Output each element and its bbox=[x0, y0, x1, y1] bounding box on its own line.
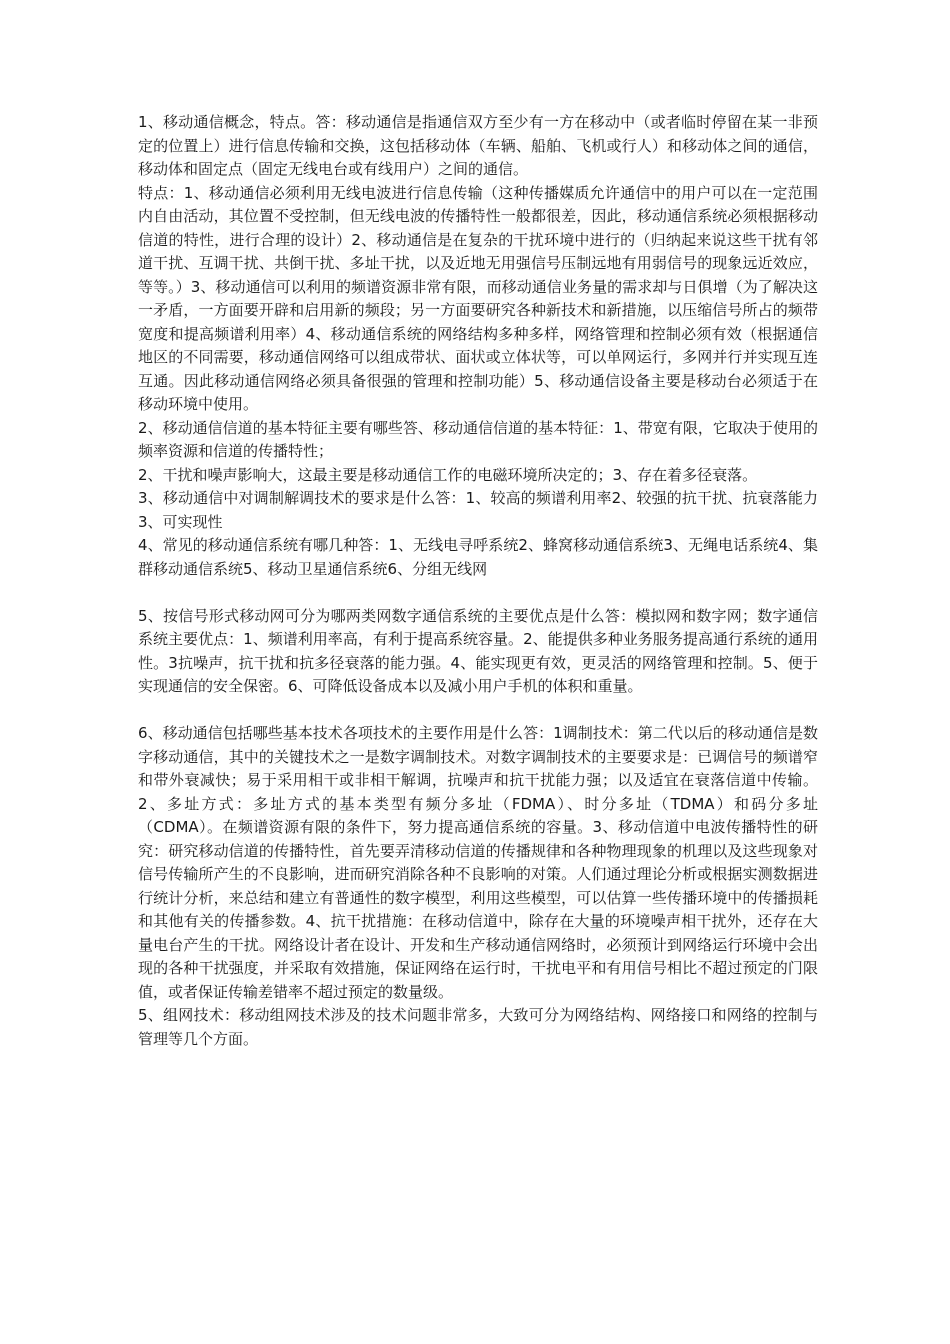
paragraph-q6-networking: 5、组网技术：移动组网技术涉及的技术问题非常多，大致可分为网络结构、网络接口和网络的控制与管理等几个方面。 bbox=[138, 1006, 818, 1048]
document-body bbox=[138, 111, 818, 1051]
paragraph-q5-network-types: 5、按信号形式移动网可分为哪两类网数字通信系统的主要优点是什么答：模拟网和数字网；数字通信系统主要优点：1、频谱利用率高，有利于提高系统容量。2、能提供多种业务服务提高通行系统的通用性。3抗噪声，抗干扰和抗多径衰落的能力强。4、能实现更有效，更灵活的网络管理和控制。5、便于实现通信的安全保密。6、可降低设备成本以及减小用户手机的体积和重量。 bbox=[138, 606, 818, 695]
paragraph-q6-technologies: 6、移动通信包括哪些基本技术各项技术的主要作用是什么答：1调制技术：第二代以后的移动通信是数字移动通信，其中的关键技术之一是数字调制技术。对数字调制技术的主要要求是：已调信号的频谱窄和带外衰减快；易于采用相干或非相干解调，抗噪声和抗干扰能力强；以及适宜在衰落信道中传输。2、多址方式：多址方式的基本类型有频分多址（FDMA）、时分多址（TDMA）和码分多址（CDMA）。在频谱资源有限的条件下，努力提高通信系统的容量。3、移动信道中电波传播特性的研究：研究移动信道的传播特性，首先要弄清移动信道的传播规律和各种物理现象的机理以及这些现象对信号传输所产生的不良影响，进而研究消除各种不良影响的对策。人们通过理论分析或根据实测数据进行统计分析，来总结和建立有普通性的数字模型，利用这些模型，可以估算一些传播环境中的传播损耗和其他有关的传播参数。4、抗干扰措施：在移动信道中，除存在大量的环境噪声相干扰外，还存在大量电台产生的干扰。网络设计者在设计、开发和生产移动通信网络时，必须预计到网络运行环境中会出现的各种干扰强度，并采取有效措施，保证网络在运行时，干扰电平和有用信号相比不超过预定的门限值，或者保证传输差错率不超过预定的数量级。 bbox=[138, 724, 818, 1001]
paragraph-q1-features: 特点：1、移动通信必须利用无线电波进行信息传输（这种传播媒质允许通信中的用户可以在一定范围内自由活动，其位置不受控制，但无线电波的传播特性一般都很差，因此，移动通信系统必须根据移动信道的特性，进行合理的设计）2、移动通信是在复杂的干扰环境中进行的（归纳起来说这些干扰有邻道干扰、互调干扰、共倒干扰、多址干扰，以及近地无用强信号压制远地有用弱信号的现象远近效应，等等。）3、移动通信可以利用的频谱资源非常有限，而移动通信业务量的需求却与日俱增（为了解决这一矛盾，一方面要开辟和启用新的频段；另一方面要研究各种新技术和新措施，以压缩信号所占的频带宽度和提高频谱利用率）4、移动通信系统的网络结构多种多样，网络管理和控制必须有效（根据通信地区的不同需要，移动通信网络可以组成带状、面状或立体状等，可以单网运行，多网并行并实现互连互通。因此移动通信网络必须具备很强的管理和控制功能）5、移动通信设备主要是移动台必须适于在移动环境中使用。 bbox=[138, 183, 818, 413]
paragraph-q2-channel: 2、移动通信信道的基本特征主要有哪些答、移动通信信道的基本特征：1、带宽有限，它取决于使用的频率资源和信道的传播特性； bbox=[138, 418, 818, 460]
paragraph-spacer bbox=[138, 581, 818, 605]
paragraph-q1-definition: 1、移动通信概念，特点。答：移动通信是指通信双方至少有一方在移动中（或者临时停留在某一非预定的位置上）进行信息传输和交换，这包括移动体（车辆、船舶、飞机或行人）和移动体之间的通信，移动体和固定点（固定无线电台或有线用户）之间的通信。 bbox=[138, 113, 818, 178]
paragraph-q4-systems: 4、常见的移动通信系统有哪几种答：1、无线电寻呼系统2、蜂窝移动通信系统3、无绳电话系统4、集群移动通信系统5、移动卫星通信系统6、分组无线网 bbox=[138, 536, 818, 578]
paragraph-q2-interference: 2、干扰和噪声影响大，这最主要是移动通信工作的电磁环境所决定的；3、存在着多径衰落。 bbox=[138, 465, 758, 484]
paragraph-spacer bbox=[138, 699, 818, 723]
paragraph-q3-modulation: 3、移动通信中对调制解调技术的要求是什么答：1、较高的频谱利用率2、较强的抗干扰、抗衰落能力3、可实现性 bbox=[138, 489, 818, 531]
